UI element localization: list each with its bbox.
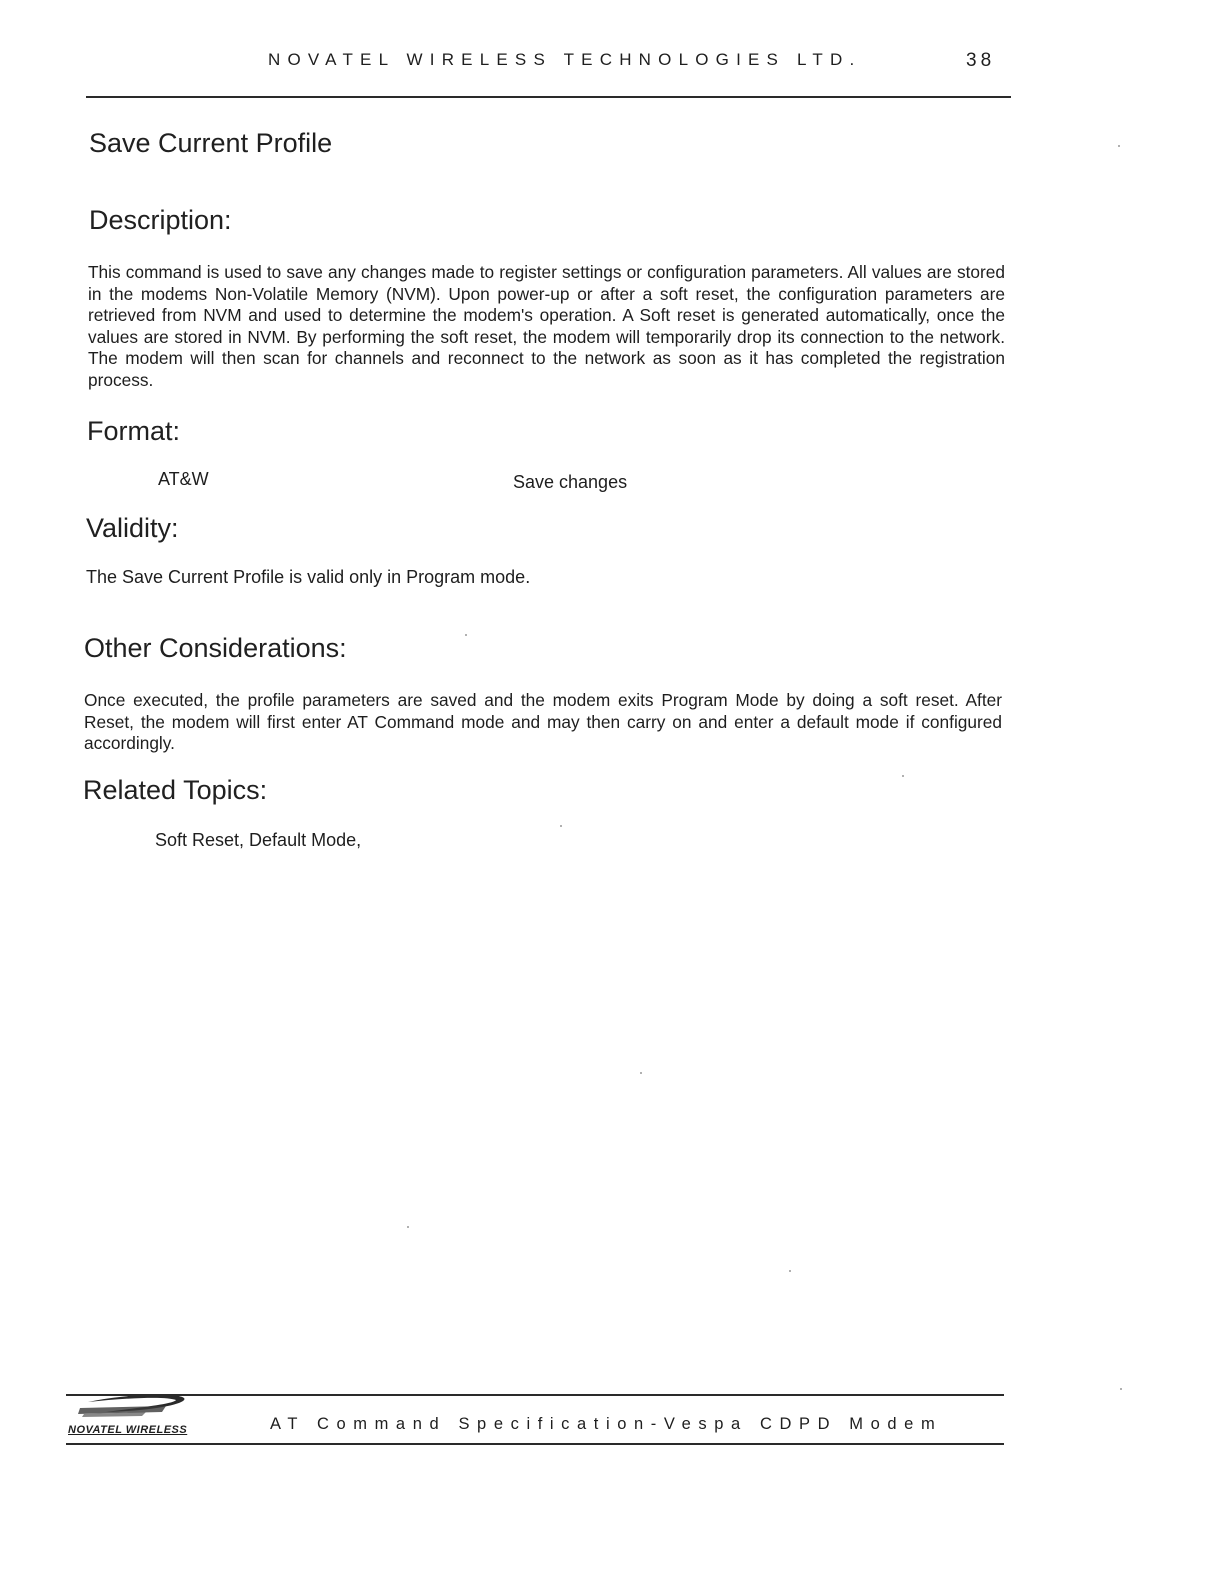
novatel-logo bbox=[66, 1390, 196, 1440]
format-command-description: Save changes bbox=[513, 472, 628, 492]
related-topics-text: Soft Reset, Default Mode, bbox=[155, 830, 362, 850]
header-company-name: NOVATEL WIRELESS TECHNOLOGIES LTD. bbox=[268, 50, 862, 69]
scan-speck bbox=[560, 825, 562, 827]
description-heading: Description: bbox=[89, 205, 232, 235]
format-heading: Format: bbox=[87, 416, 181, 446]
footer-divider-top bbox=[66, 1394, 1004, 1396]
scan-speck bbox=[1118, 145, 1120, 147]
other-considerations-heading: Other Considerations: bbox=[84, 633, 347, 663]
description-text: This command is used to save any changes made to register settings or configuration parameters. All values are stored in the modems Non-Volatile Memory (NVM). Upon power-up or after a soft reset, the configuration parameters are retrieved from NVM and used to determine the modem's operation. A Soft reset is generated automatically, once the values are stored in NVM. By performing the soft reset, the modem will temporarily drop its connection to the network. The modem will then scan for channels and reconnect to the network as soon as it has completed the registration process. bbox=[88, 262, 1005, 390]
related-topics-heading: Related Topics: bbox=[83, 775, 268, 805]
header-divider bbox=[86, 96, 1011, 98]
scan-speck bbox=[407, 1226, 409, 1228]
scan-speck bbox=[640, 1072, 642, 1074]
scan-speck bbox=[465, 634, 467, 636]
scan-speck bbox=[1120, 1388, 1122, 1390]
swoosh-logo-icon bbox=[66, 1390, 196, 1424]
other-considerations-text: Once executed, the profile parameters are saved and the modem exits Program Mode by doing a soft reset. After Reset, the modem will first enter AT Command mode and may then carry on and enter a default mode if configured accordingly. bbox=[84, 690, 1002, 754]
page-number: 38 bbox=[966, 50, 996, 71]
validity-heading: Validity: bbox=[86, 513, 179, 543]
validity-text: The Save Current Profile is valid only in Program mode. bbox=[86, 567, 531, 587]
scan-speck bbox=[789, 1270, 791, 1272]
format-command: AT&W bbox=[158, 469, 209, 489]
footer-divider-bottom bbox=[66, 1443, 1004, 1445]
footer-document-title: AT Command Specification-Vespa CDPD Modem bbox=[270, 1415, 943, 1433]
scan-speck bbox=[902, 775, 904, 777]
section-title: Save Current Profile bbox=[89, 128, 333, 158]
logo-wordmark: NOVATEL WIRELESS bbox=[68, 1424, 188, 1436]
